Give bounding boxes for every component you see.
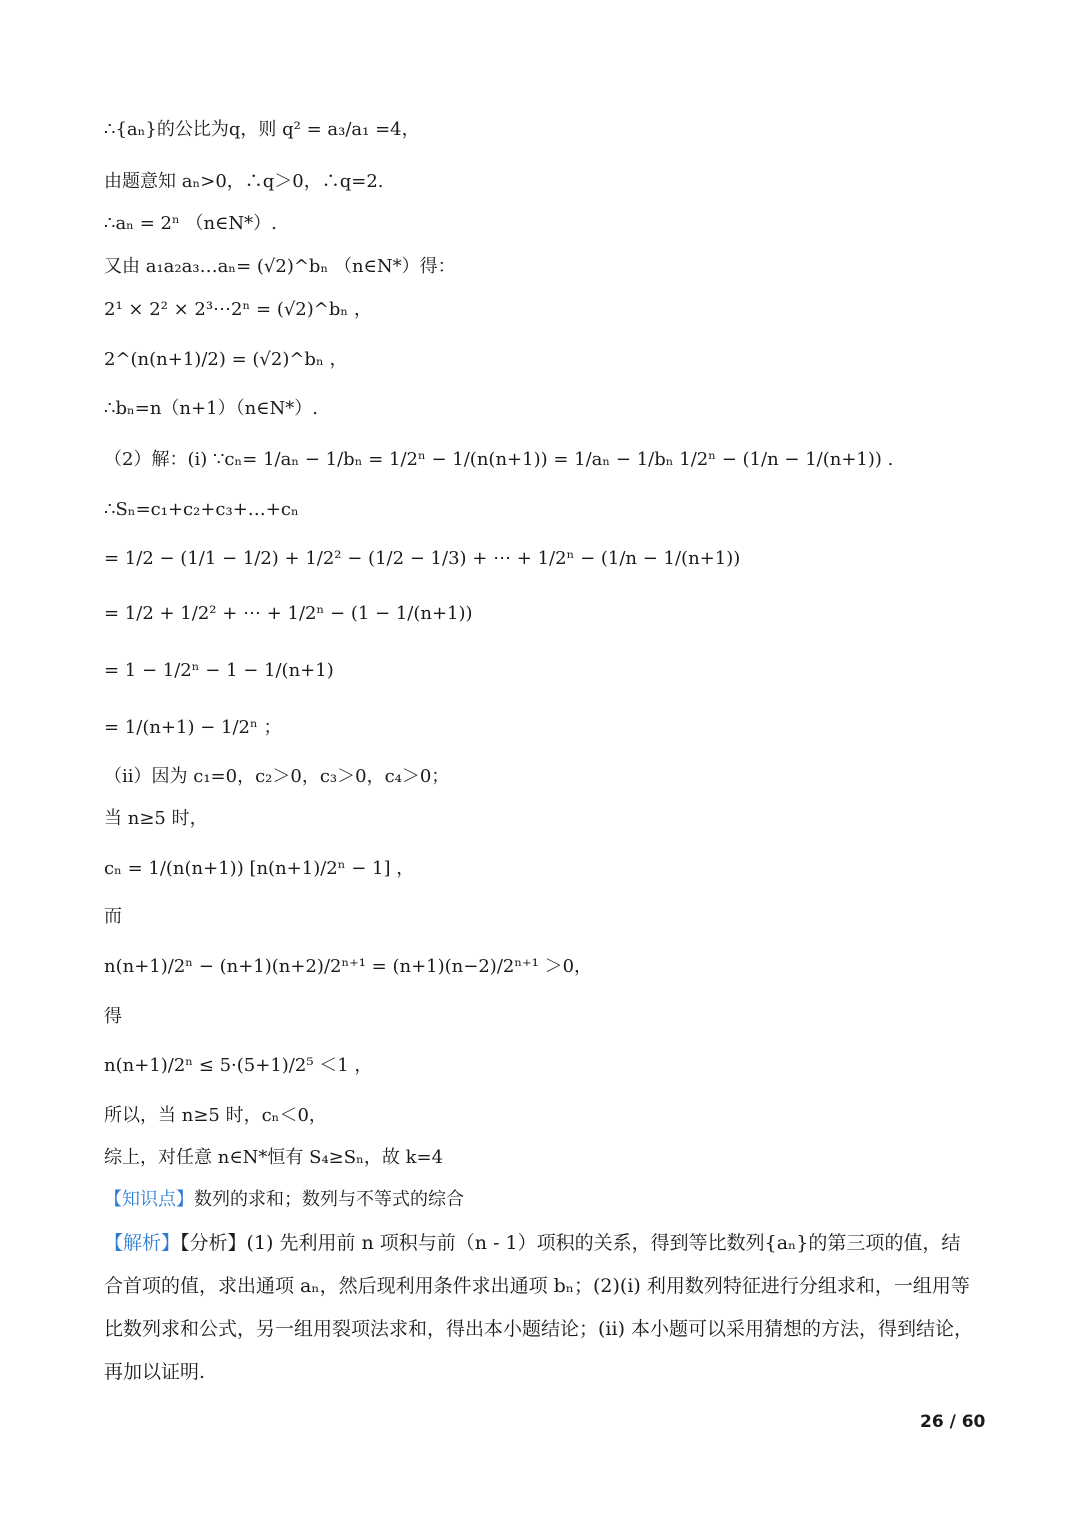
- analysis-text: (1) 先利用前 n 项积与前（n - 1）项积的关系，得到等比数列{aₙ}的第三项的值，结合首项的值，求出通项 aₙ，然后现利用条件求出通项 bₙ；(2)(i) 利用数列特征进行分组求和，一组用等比数列求和公式，另一组用裂项法求和，得出本小题结论；(ii) 本小题可以采用猜想的方法，得到结论，再加以证明.: [104, 1232, 974, 1383]
- knowledge-text: 数列的求和；数列与不等式的综合: [194, 1189, 464, 1210]
- analysis-paragraph: [104, 1222, 978, 1394]
- analysis-tag: 【解析】: [104, 1232, 181, 1254]
- line-and: 而: [104, 906, 122, 927]
- line-bn-formula: ∴bₙ=n（n+1）（n∈N*）.: [104, 398, 318, 419]
- line-n-ge-5: 当 n≥5 时，: [104, 808, 208, 829]
- line-ratio: ∴{aₙ}的公比为q，则 q² = a₃/a₁ =4，: [104, 119, 420, 140]
- line-conclusion: 综上，对任意 n∈N*恒有 S₄≥Sₙ，故 k=4: [104, 1147, 444, 1168]
- line-get: 得: [104, 1006, 122, 1027]
- line-cn-negative: 所以，当 n≥5 时，cₙ＜0，: [104, 1105, 327, 1126]
- line-c-values: （ii）因为 c₁=0，c₂＞0，c₃＞0，c₄＞0；: [104, 766, 450, 787]
- line-difference: n(n+1)/2ⁿ − (n+1)(n+2)/2ⁿ⁺¹ = (n+1)(n−2)/2ⁿ⁺¹ ＞0，: [104, 956, 593, 977]
- line-inequality: n(n+1)/2ⁿ ≤ 5·(5+1)/2⁵ ＜1 ，: [104, 1055, 373, 1076]
- line-sn-result: = 1/(n+1) − 1/2ⁿ ；: [104, 717, 282, 738]
- knowledge-point: [104, 1186, 464, 1214]
- page-number: 26 / 60: [920, 1412, 986, 1432]
- line-product-expansion: 2¹ × 2² × 2³⋯2ⁿ = (√2)^bₙ ，: [104, 299, 372, 320]
- line-sn-step2: = 1/2 + 1/2² + ⋯ + 1/2ⁿ − (1 − 1/(n+1)): [104, 603, 473, 624]
- line-positive: 由题意知 aₙ>0，∴q＞0，∴q=2.: [104, 171, 384, 192]
- line-sn-step3: = 1 − 1/2ⁿ − 1 − 1/(n+1): [104, 660, 334, 681]
- analysis-subtag: 【分析】: [180, 1232, 247, 1254]
- line-an-formula: ∴aₙ = 2ⁿ （n∈N*）.: [104, 213, 277, 234]
- line-cn-definition: （2）解：(i) ∵cₙ= 1/aₙ − 1/bₙ = 1/2ⁿ − 1/(n(n+1)) = 1/aₙ − 1/bₙ 1/2ⁿ − (1/n − 1/(n+1)) .: [104, 449, 894, 470]
- line-product-condition: 又由 a₁a₂a₃…aₙ= (√2)^bₙ （n∈N*）得：: [104, 256, 456, 277]
- line-sn-sum: ∴Sₙ=c₁+c₂+c₃+…+cₙ: [104, 499, 299, 520]
- line-cn-rewrite: cₙ = 1/(n(n+1)) [n(n+1)/2ⁿ − 1] ，: [104, 858, 415, 879]
- line-exponent-sum: 2^(n(n+1)/2) = (√2)^bₙ ，: [104, 349, 348, 370]
- knowledge-tag: 【知识点】: [104, 1189, 194, 1210]
- line-sn-step1: = 1/2 − (1/1 − 1/2) + 1/2² − (1/2 − 1/3) + ⋯ + 1/2ⁿ − (1/n − 1/(n+1)): [104, 548, 741, 569]
